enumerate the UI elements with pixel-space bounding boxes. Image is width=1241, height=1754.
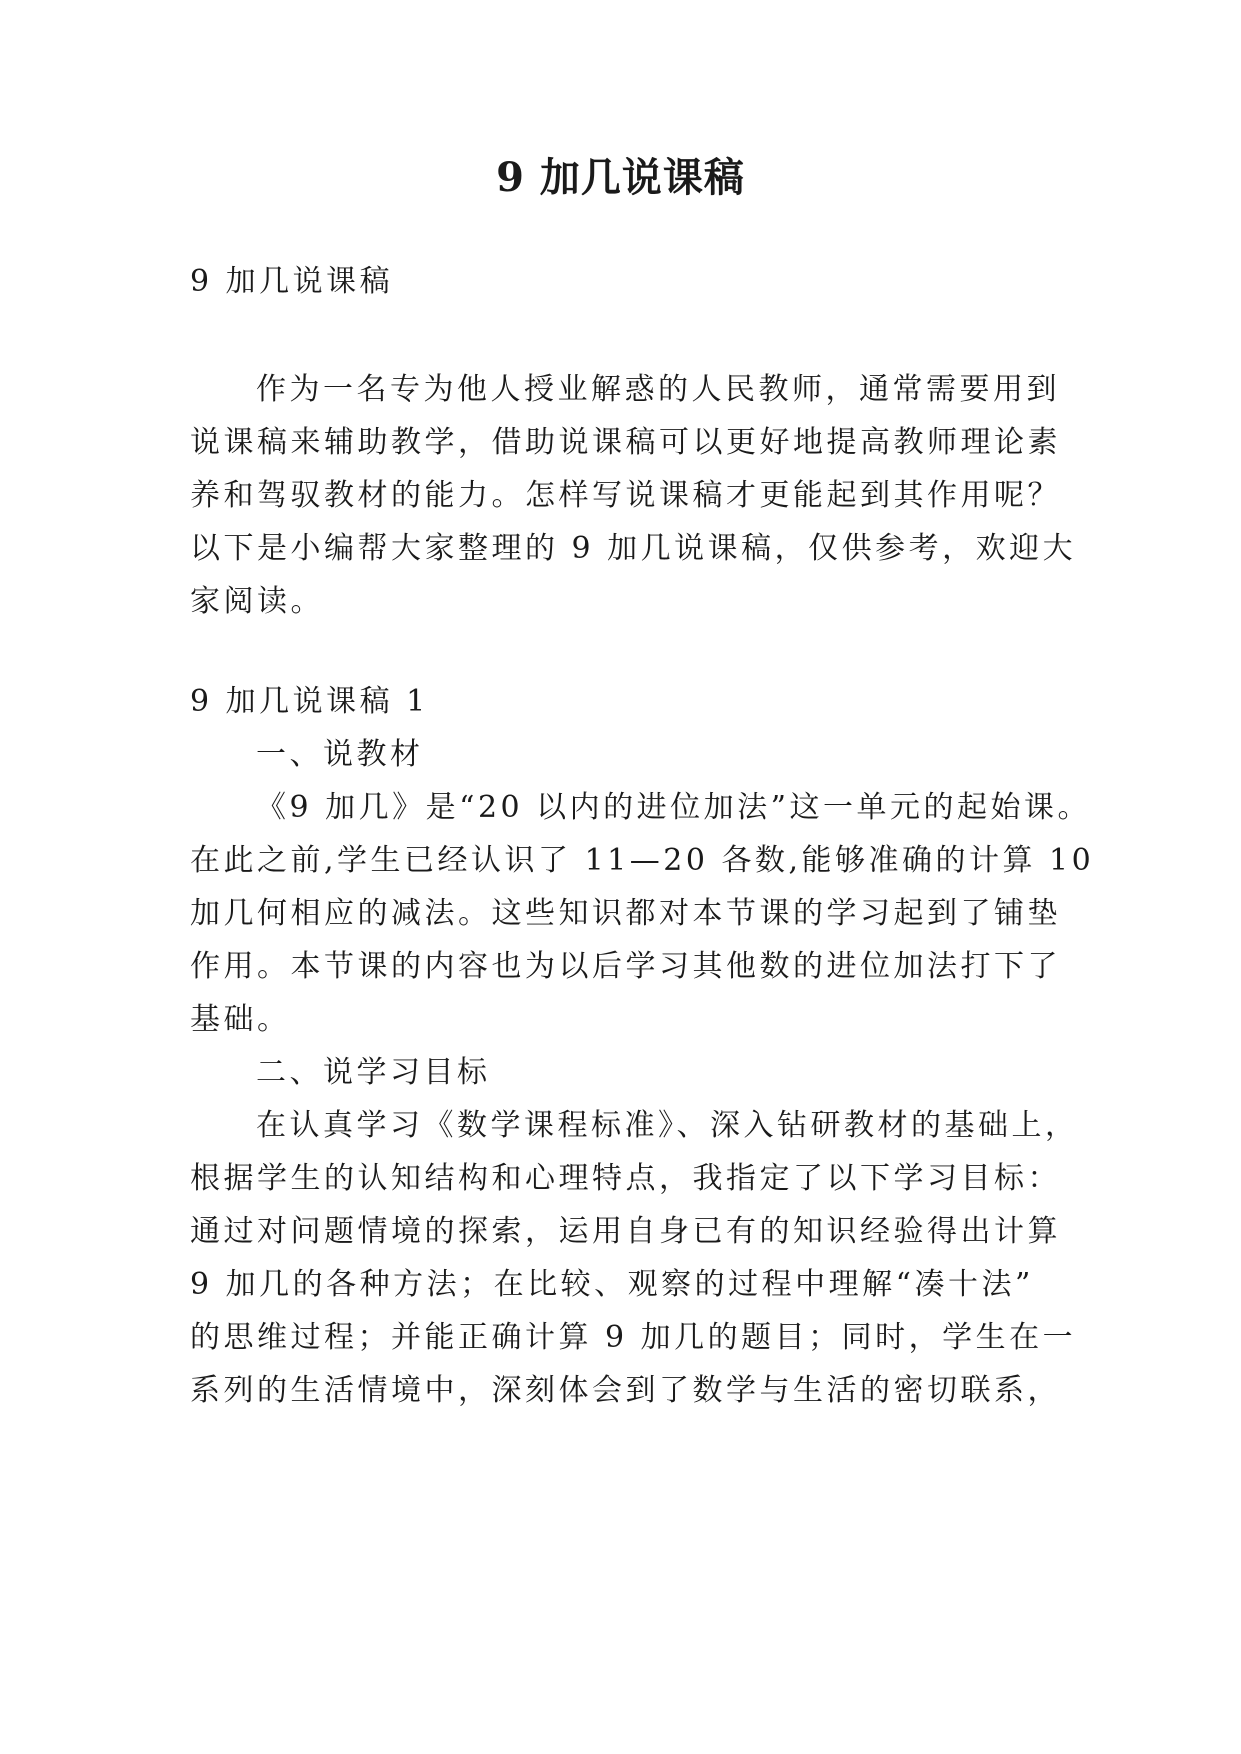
part1-line: 在此之前,学生已经认识了 11—20 各数,能够准确的计算 10 xyxy=(190,843,1095,878)
intro-line: 以下是小编帮大家整理的 9 加几说课稿，仅供参考，欢迎大 xyxy=(190,531,1077,566)
intro-line: 养和驾驭教材的能力。怎样写说课稿才更能起到其作用呢？ xyxy=(190,478,1061,513)
part2-heading: 二、说学习目标 xyxy=(256,1055,491,1090)
intro-line: 作为一名专为他人授业解惑的人民教师，通常需要用到 xyxy=(256,372,1060,407)
section-heading: 9 加几说课稿 1 xyxy=(190,684,429,719)
part2-line: 的思维过程；并能正确计算 9 加几的题目；同时，学生在一 xyxy=(190,1320,1077,1355)
part2-line: 在认真学习《数学课程标准》、深入钻研教材的基础上， xyxy=(256,1108,1079,1143)
part2-line: 通过对问题情境的探索，运用自身已有的知识经验得出计算 xyxy=(190,1214,1061,1249)
part2-line: 9 加几的各种方法；在比较、观察的过程中理解“凑十法” xyxy=(190,1267,1034,1302)
part1-line: 加几何相应的减法。这些知识都对本节课的学习起到了铺垫 xyxy=(190,896,1061,931)
part2-line: 根据学生的认知结构和心理特点，我指定了以下学习目标： xyxy=(190,1161,1061,1196)
part2-line: 系列的生活情境中，深刻体会到了数学与生活的密切联系， xyxy=(190,1373,1061,1408)
document-title: 9 加几说课稿 xyxy=(496,154,745,201)
part1-line: 基础。 xyxy=(190,1002,291,1037)
part1-line: 作用。本节课的内容也为以后学习其他数的进位加法打下了 xyxy=(190,949,1061,984)
intro-line: 家阅读。 xyxy=(190,584,324,619)
part1-line: 《9 加几》是“20 以内的进位加法”这一单元的起始课。 xyxy=(256,790,1092,825)
intro-line: 说课稿来辅助教学，借助说课稿可以更好地提高教师理论素 xyxy=(190,425,1061,460)
document-subtitle: 9 加几说课稿 xyxy=(190,264,394,299)
part1-heading: 一、说教材 xyxy=(256,737,424,772)
